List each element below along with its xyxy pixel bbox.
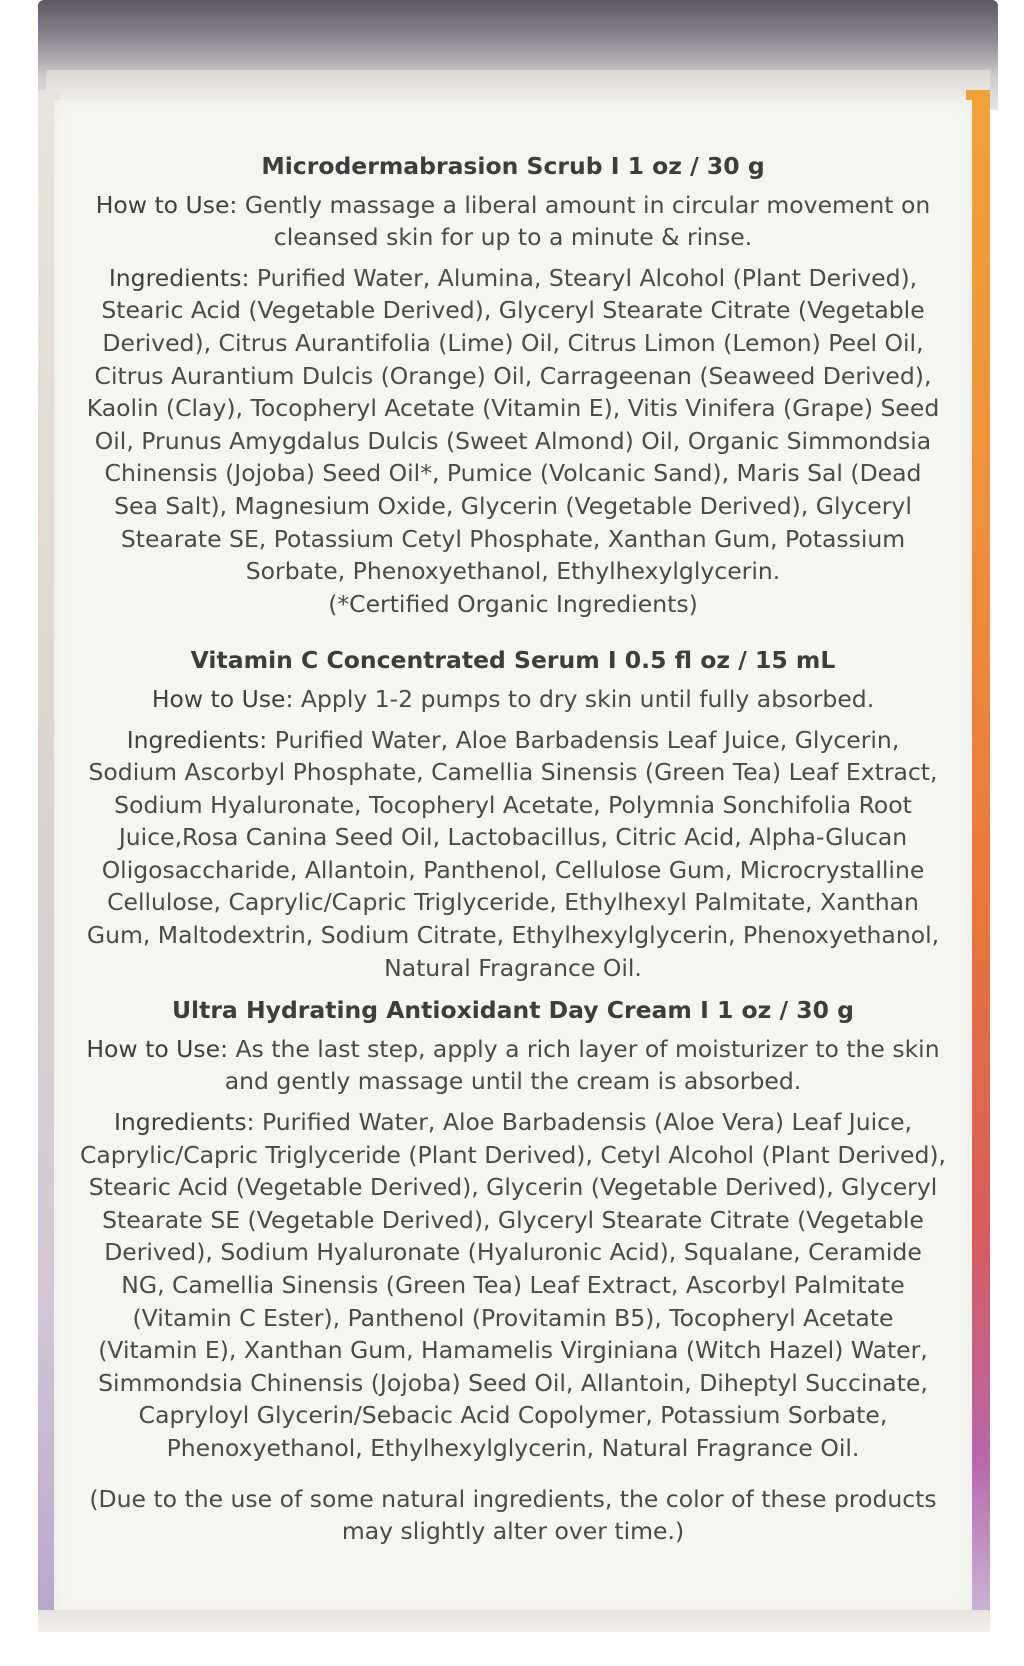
ingredients-text: Purified Water, Aloe Barbadensis (Aloe Vera) Leaf Juice, Caprylic/Capric Triglyceride (Plant Derived), Cetyl Alcohol (Plant Derived), Stearic Acid (Vegetable Derived), Glycerin (Vegetable Derived), Glyceryl Stearate SE (Vegetable Derived), Glyceryl Stearate Citrate (Vegetable Derived), Sodium Hyaluronate (Hyaluronic Acid), Squalane, Ceramide NG, Camellia Sinensis (Green Tea) Leaf Extract, Ascorbyl Palmitate (Vitamin C Ester), Panthenol (Provitamin B5), Tocopheryl Acetate (Vitamin E), Xanthan Gum, Hamamelis Virginiana (Witch Hazel) Water, Simmondsia Chinensis (Jojoba) Seed Oil, Allantoin, Diheptyl Succinate, Capryloyl Glycerin/Sebacic Acid Copolymer, Potassium Sorbate, Phenoxyethanol, Ethylhexylglycerin, Natural Fragrance Oil. bbox=[80, 1108, 947, 1462]
ingredients bbox=[60, 262, 966, 621]
how-to-use bbox=[60, 189, 966, 254]
how-to-use-text: As the last step, apply a rich layer of moisturizer to the skin and gently massage until the cream is absorbed. bbox=[224, 1034, 940, 1096]
section-title: Ultra Hydrating Antioxidant Day Cream I 1 oz / 30 g bbox=[171, 996, 855, 1025]
footnote: (*Certified Organic Ingredients) bbox=[328, 589, 698, 618]
section-microdermabrasion-scrub bbox=[60, 150, 966, 620]
ingredients-label: Ingredients: bbox=[113, 1108, 255, 1137]
how-to-use-text: Gently massage a liberal amount in circular movement on cleansed skin for up to a minute & rinse. bbox=[237, 190, 931, 252]
ingredients-label: Ingredients: bbox=[108, 263, 250, 292]
ingredients-text: Purified Water, Aloe Barbadensis Leaf Juice, Glycerin, Sodium Ascorbyl Phosphate, Camellia Sinensis (Green Tea) Leaf Extract, Sodium Hyaluronate, Tocopheryl Acetate, Polymnia Sonchifolia Root Juice,Rosa Canina Seed Oil, Lactobacillus, Citric Acid, Alpha-Glucan Oligosaccharide, Allantoin, Panthenol, Cellulose Gum, Microcrystalline Cellulose, Caprylic/Capric Triglyceride, Ethylhexyl Palmitate, Xanthan Gum, Maltodextrin, Sodium Citrate, Ethylhexylglycerin, Phenoxyethanol, Natural Fragrance Oil. bbox=[86, 725, 940, 982]
how-to-use bbox=[60, 1033, 966, 1098]
how-to-use-text: Apply 1-2 pumps to dry skin until fully absorbed. bbox=[293, 684, 875, 713]
ingredients-text: Purified Water, Alumina, Stearyl Alcohol (Plant Derived), Stearic Acid (Vegetable Derived), Glyceryl Stearate Citrate (Vegetable Derived), Citrus Aurantifolia (Lime) Oil, Citrus Limon (Lemon) Peel Oil, Citrus Aurantium Dulcis (Orange) Oil, Carrageenan (Seaweed Derived), Kaolin (Clay), Tocopheryl Acetate (Vitamin E), Vitis Vinifera (Grape) Seed Oil, Prunus Amygdalus Dulcis (Sweet Almond) Oil, Organic Simmondsia Chinensis (Jojoba) Seed Oil*, Pumice (Volcanic Sand), Maris Sal (Dead Sea Salt), Magnesium Oxide, Glycerin (Vegetable Derived), Glyceryl Stearate SE, Potassium Cetyl Phosphate, Xanthan Gum, Potassium Sorbate, Phenoxyethanol, Ethylhexylglycerin. bbox=[86, 263, 940, 586]
how-to-use-label: How to Use: bbox=[86, 1034, 228, 1063]
box-bottom-edge bbox=[38, 1610, 990, 1632]
section-vitamin-c-serum bbox=[60, 644, 966, 984]
label-text bbox=[60, 150, 966, 1556]
ingredients-label: Ingredients: bbox=[126, 725, 268, 754]
section-title: Vitamin C Concentrated Serum I 0.5 fl oz / 15 mL bbox=[190, 646, 836, 675]
section-title: Microdermabrasion Scrub I 1 oz / 30 g bbox=[261, 152, 765, 180]
color-disclaimer: (Due to the use of some natural ingredients, the color of these products may slightly alter over time.) bbox=[89, 1484, 937, 1546]
how-to-use-label: How to Use: bbox=[151, 684, 294, 713]
section-day-cream bbox=[60, 994, 966, 1464]
ingredients bbox=[60, 724, 966, 985]
how-to-use-label: How to Use: bbox=[95, 190, 238, 219]
ingredients bbox=[60, 1106, 966, 1465]
how-to-use bbox=[60, 683, 966, 716]
